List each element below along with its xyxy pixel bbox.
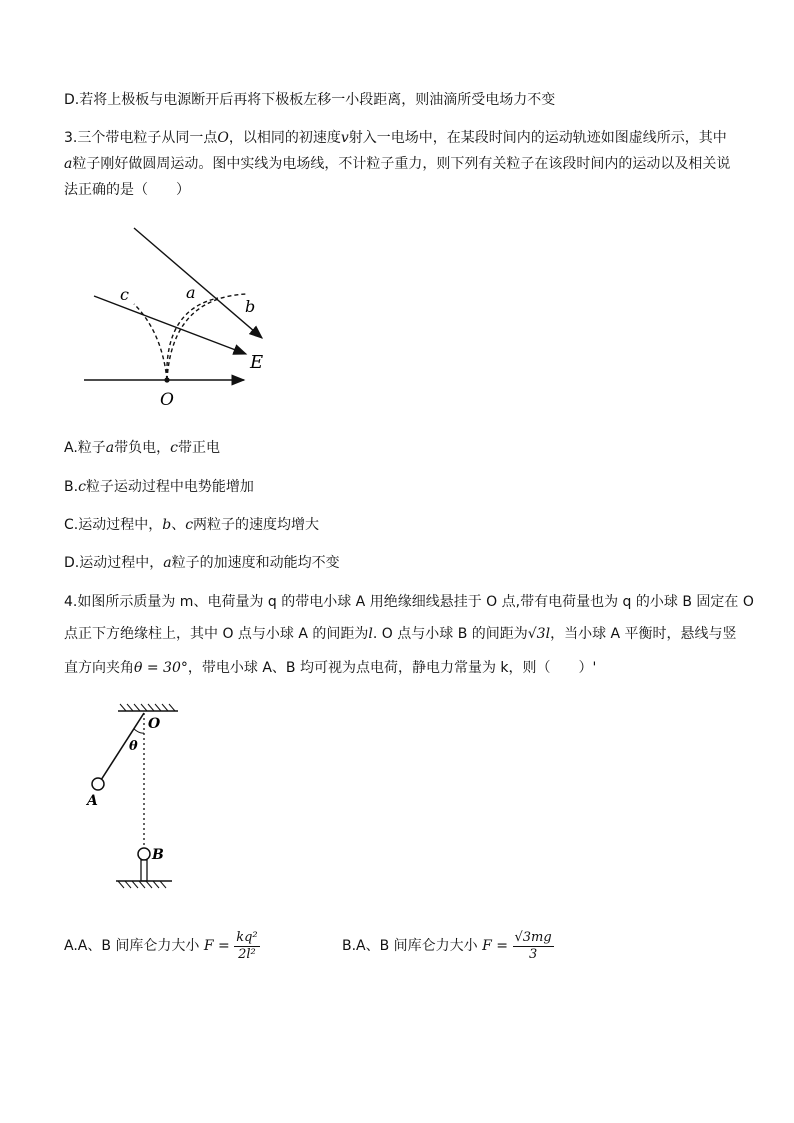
q4-stem-2c: . O 点与小球 B 的间距为 [372,626,528,642]
ceiling-hatch [120,704,175,711]
q3-sym-o: O [217,130,229,146]
q3-option-a [64,438,220,458]
q4-option-b-text: B.A、B 间库仑力大小 [342,938,478,954]
q3-stem-2b: 粒子刚好做圆周运动。图中实线为电场线，不计粒子重力，则下列有关粒子在该段时间内的运动以及相关说 [72,156,731,172]
q3-option-d [64,553,340,573]
label-theta: θ [129,739,138,754]
label-o: O [148,716,161,732]
trajectory-b [167,294,246,380]
q4-option-b [342,928,554,964]
q3-stem-1b: ，以相同的初速度 [228,130,341,146]
label-a: a [186,283,196,302]
q3-stem-line-3 [64,180,190,200]
q3-sym-a: a [64,156,73,172]
q4-stem-line-2 [64,624,737,644]
q4-option-b-numerator: √3mg [514,929,552,945]
q4-pendulum-figure [84,700,204,890]
q3-option-b-2: 粒子运动过程中电势能增加 [85,479,254,495]
q3-stem-1a: 3.三个带电粒子从同一点 [64,130,218,146]
label-b: b [245,297,256,316]
q3-electric-field-figure [78,222,278,412]
q4-stem-1: 4.如图所示质量为 m、电荷量为 q 的带电小球 A 用绝缘细线悬挂于 O 点,带有电荷量也为 q 的小球 B 固定在 O [64,594,754,610]
q3-option-b-sym-c: c [78,479,86,495]
label-e: E [250,352,264,373]
q4-option-a [64,928,260,964]
trajectory-a [167,298,218,380]
q3-option-c-2: 、 [171,517,186,533]
q4-option-b-fraction [513,930,554,963]
label-b: B [152,847,164,863]
q4-option-a-f: F = [203,938,230,954]
q4-stem-2b: l [368,626,373,642]
field-line-top [134,228,262,338]
q3-option-d-sym-a: a [163,555,172,571]
ball-b [138,848,150,860]
q4-stem-3c: ，带电小球 A、B 均可视为点电荷，静电力常量为 k，则（ ）' [187,660,597,676]
ground-hatch [118,881,166,888]
q3-option-c [64,515,319,535]
q4-stem-2a: 点正下方绝缘柱上，其中 O 点与小球 A 的间距为 [64,626,369,642]
q2-option-d-text: D.若将上极板与电源断开后再将下极板左移一小段距离，则油滴所受电场力不变 [64,92,556,108]
q4-stem-2e: ，当小球 A 平衡时，悬线与竖 [550,626,737,642]
q4-option-a-denominator: 2l² [238,946,256,962]
trajectory-c [134,304,167,380]
label-o: O [160,390,174,410]
point-o [164,377,169,382]
label-a: A [87,793,98,809]
q3-stem-line-2 [64,154,730,174]
q3-option-b [64,477,254,497]
q3-stem-3: 法正确的是（ ） [64,182,190,198]
q3-option-d-2: 粒子的加速度和动能均不变 [171,555,340,571]
q3-option-a-2: 带负电， [114,440,171,456]
q4-stem-line-3 [64,658,596,678]
q4-option-a-numerator: kq² [236,929,258,945]
q3-option-c-sym-c: c [185,517,194,533]
q4-stem-2d: √3l [527,626,551,642]
q3-option-a-sym-a: a [105,440,115,456]
q3-option-d-1: D.运动过程中， [64,555,164,571]
q3-stem-1c: 射入一电场中，在某段时间内的运动轨迹如图虚线所示，其中 [348,130,727,146]
q4-stem-line-1 [64,592,754,612]
angle-arc [134,729,144,733]
q4-option-b-f: F = [482,938,509,954]
ball-a [92,778,104,790]
q3-option-a-sym-c: c [170,440,178,456]
q3-option-c-sym-b: b [162,517,172,533]
q3-option-c-1: C.运动过程中， [64,517,163,533]
q4-option-b-denominator: 3 [528,946,538,962]
q4-stem-3b: θ = 30° [134,660,188,676]
q2-option-d [64,90,555,110]
q3-option-b-1: B. [64,479,79,495]
q4-stem-3a: 直方向夹角 [64,660,134,676]
label-c: c [120,285,129,304]
insulating-post [141,860,147,881]
q3-option-a-3: 带正电 [177,440,220,456]
q4-option-a-text: A.A、B 间库仑力大小 [64,938,200,954]
q3-option-c-3: 两粒子的速度均增大 [193,517,320,533]
q3-option-a-1: A.粒子 [64,440,106,456]
q3-sym-v: v [340,130,349,146]
q4-option-a-fraction [234,930,259,963]
q3-stem-line-1 [64,128,727,148]
